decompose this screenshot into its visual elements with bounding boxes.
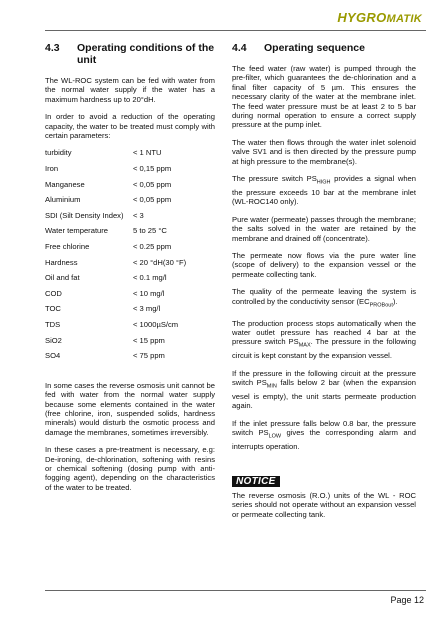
parameter-row [45, 273, 215, 289]
parameter-name: turbidity [45, 148, 72, 158]
sequence-paragraph-8: If the pressure in the following circuit at the pressure switch $PS_{MIN}$ falls below 2 bar (when the expansion vesel is empty), the unit starts permeate production again. [232, 368, 416, 411]
parameter-row [45, 336, 215, 352]
intro-paragraph-1: The WL-ROC system can be fed with water from the normal water supply if the water has a maximum hardness up to 20°dH. [45, 76, 215, 104]
parameter-row [45, 180, 215, 196]
parameter-name: Aluminium [45, 195, 81, 205]
parameter-row [45, 351, 215, 367]
parameter-row [45, 258, 215, 274]
outro-paragraph-2: In these cases a pre-treatment is necessary, e.g: De-ironing, de-chlorination, softening with resins or chemical softening (dosing pump with anti-fogging agent), depending on the characteristics of the water to be treated. [45, 445, 215, 492]
parameter-limit: < 0,05 ppm [133, 195, 172, 205]
parameter-row [45, 164, 215, 180]
notice-text: The reverse osmosis (R.O.) units of the WL - ROC series should not operate without an expansion vessel or permeate collecting tank. [232, 490, 416, 519]
parameter-name: SO4 [45, 351, 61, 361]
parameter-row [45, 320, 215, 336]
parameter-limit: < 0.1 mg/l [133, 273, 167, 283]
parameter-name: COD [45, 288, 62, 298]
page-number: Page 12 [390, 595, 424, 605]
parameter-limit: < 3 mg/l [133, 304, 161, 314]
sequence-paragraph-3: The pressure switch $PS_{HIGH}$ provides a signal when the pressure exceeds 10 bar at the membrane inlet (WL-ROC140 only). [232, 174, 416, 207]
sequence-paragraph-1: The feed water (raw water) is pumped through the pre-filter, which guarantees the de-chlorination and a final filter capacity of 5 µm. This ensures the necessary clarity of the water at the membrane inlet. The feed water pressure must be at least 2 to 5 bar during normal operation to ensure a correct supply pressure at the pump inlet. [232, 64, 416, 130]
parameter-limit: < 75 ppm [133, 351, 165, 361]
section-heading-4-3: 4.3 Operating conditions of the unit [45, 42, 215, 66]
parameter-name: Manganese [45, 179, 85, 189]
parameter-limit: < 10 mg/l [133, 288, 165, 298]
parameter-limit: < 3 [133, 210, 144, 220]
sequence-paragraph-5: The permeate now flows via the pure water line (scope of delivery) to the expansion vessel or the permeate collecting tank. [232, 251, 416, 279]
parameter-limit: < 15 ppm [133, 335, 165, 345]
parameter-row [45, 148, 215, 164]
parameter-limit: < 20 °dH(30 °F) [133, 257, 187, 267]
parameter-name: Free chlorine [45, 242, 90, 251]
parameter-name: Oil and fat [45, 273, 80, 283]
sequence-paragraph-2: The water then flows through the water inlet solenoid valve SV1 and is then directed by the pressure pump at high pressure to the membrane(s). [232, 137, 416, 166]
parameter-name: Iron [45, 164, 59, 174]
water-parameters-table [45, 148, 215, 366]
parameter-limit: 5 to 25 °C [133, 226, 167, 236]
parameter-row [45, 226, 215, 242]
parameter-name: SiO2 [45, 335, 62, 345]
parameter-row [45, 304, 215, 320]
parameter-limit: < 0,05 ppm [133, 179, 172, 189]
section-heading-4-4: 4.4 Operating sequence [232, 42, 365, 54]
sequence-paragraph-6: The quality of the permeate leaving the system is controlled by the conductivity sensor $(EC_{PROBout})$. [232, 287, 416, 309]
footer-rule [45, 590, 426, 591]
right-column [232, 42, 416, 527]
parameter-name: Hardness [45, 257, 78, 267]
notice-badge: NOTICE [232, 476, 280, 487]
hygromatik-logo: HYGROMATIK [337, 10, 422, 25]
parameter-row [45, 195, 215, 211]
parameter-name: SDI (Silt Density Index) [45, 210, 124, 220]
header-rule [45, 30, 426, 31]
sequence-paragraph-7: The production process stops automatically when the water outlet pressure has reached 4 bar at the pressure switch $PS_{MAX}$. The pressure in the following circuit is kept constant by the expansion vessel. [232, 318, 416, 361]
parameter-limit: < 0,15 ppm [133, 164, 172, 174]
sequence-paragraph-9: If the inlet pressure falls below 0.8 bar, the pressure switch $PS_{LOW}$ gives the corresponding alarm and interrupts operation. [232, 418, 416, 452]
parameter-limit: < 0.25 ppm [133, 242, 172, 251]
parameter-limit: < 1000µS/cm [133, 319, 179, 329]
intro-paragraph-2: In order to avoid a reduction of the operating capacity, the water to be treated must comply with certain parameters: [45, 112, 215, 141]
parameter-row [45, 211, 215, 227]
sequence-paragraph-4: Pure water (permeate) passes through the membrane; the salts solved in the water are retained by the membrane and drained off (concentrate). [232, 214, 416, 243]
left-column [45, 42, 215, 500]
outro-paragraph-1: In some cases the reverse osmosis unit cannot be fed with water from the normal water supply because some elements contained in the water (free chlorine, iron, suspended solids, hardness minerals) would disturb the osmotic process and damage the membranes, sometimes irreversibly. [45, 380, 215, 437]
parameter-limit: < 1 NTU [133, 148, 162, 158]
parameter-name: Water temperature [45, 226, 109, 236]
parameter-name: TOC [45, 304, 61, 314]
parameter-name: TDS [45, 319, 61, 329]
parameter-row [45, 242, 215, 258]
parameter-row [45, 289, 215, 305]
